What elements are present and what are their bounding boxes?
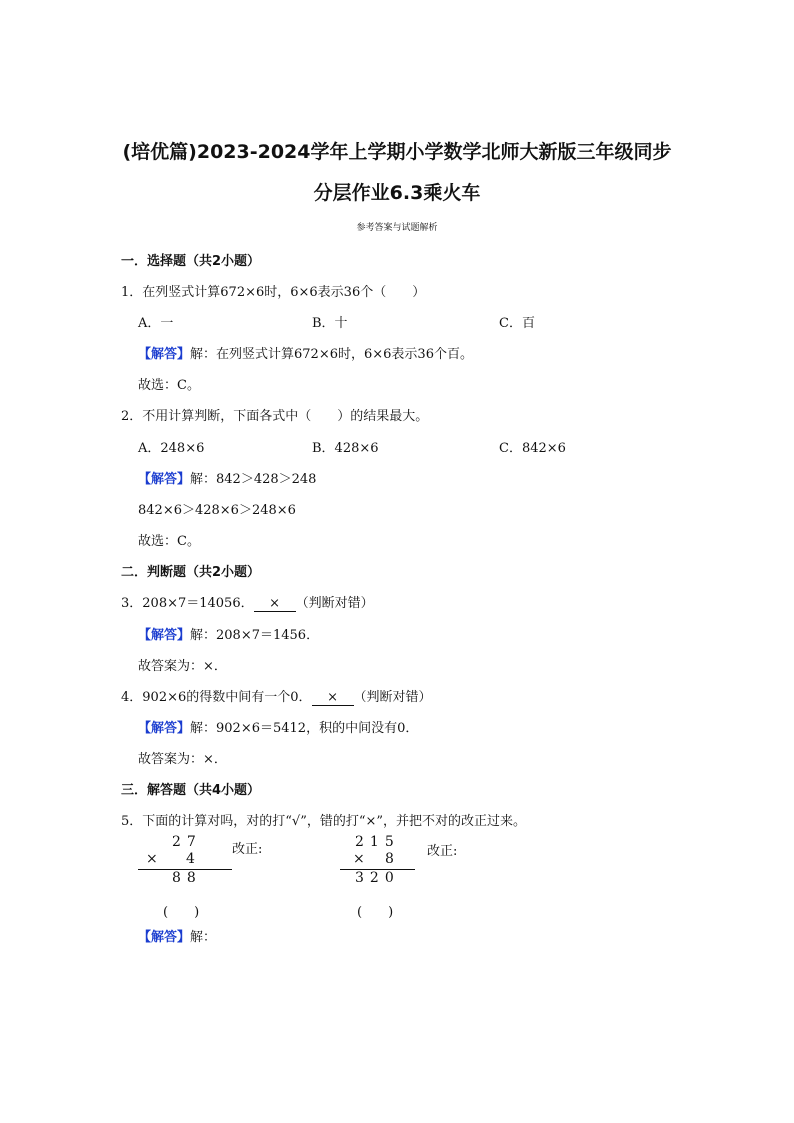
calc2-result: 320 <box>355 870 400 886</box>
q3-solution: 解：208×7＝1456． <box>190 628 320 643</box>
q1-option-a: A．一 <box>138 316 174 331</box>
q3-stem <box>121 592 374 612</box>
q2-stem: 2．不用计算判断，下面各式中（ ）的结果最大。 <box>121 409 429 424</box>
q3-conclusion: 故答案为：×． <box>138 659 227 674</box>
calc2-fix-label: 改正: <box>427 844 458 859</box>
q1-option-b: B．十 <box>312 316 348 331</box>
q4-solution: 解：902×6＝5412，积的中间没有0． <box>190 721 419 736</box>
q2-choice: 故选：C。 <box>138 534 200 549</box>
q2-answer <box>138 468 316 487</box>
doc-title-line1: (培优篇)2023-2024学年上学期小学数学北师大新版三年级同步 <box>122 141 672 163</box>
answer-tag: 【解答】 <box>138 930 191 945</box>
q4-stem-post: （判断对错） <box>353 690 432 705</box>
q1-choice: 故选：C。 <box>138 378 200 393</box>
q3-answer <box>138 624 319 643</box>
calc1-top-number: 27 <box>172 834 202 850</box>
section-heading-judge: 二．判断题（共2小题） <box>121 565 261 580</box>
q2-option-b: B．428×6 <box>312 441 379 456</box>
q2-option-c: C．842×6 <box>499 441 566 456</box>
section-heading-solve: 三．解答题（共4小题） <box>121 783 261 798</box>
doc-title-line2: 分层作业6.3乘火车 <box>313 182 481 204</box>
answer-tag: 【解答】 <box>138 628 191 643</box>
q2-solution: 解：842＞428＞248 <box>190 472 317 487</box>
q5-stem: 5．下面的计算对吗，对的打“√”，错的打“×”，并把不对的改正过来。 <box>121 814 527 829</box>
calc2-answer-paren: ( ) <box>357 905 394 920</box>
q3-stem-pre: 3．208×7＝14056． <box>121 596 254 611</box>
q5-answer <box>138 926 216 945</box>
answer-tag: 【解答】 <box>138 347 191 362</box>
q3-stem-post: （判断对错） <box>295 596 374 611</box>
doc-subtitle: 参考答案与试题解析 <box>356 223 438 233</box>
q4-answer <box>138 717 418 736</box>
q4-answer-blank: × <box>312 690 354 706</box>
q2-option-a: A．248×6 <box>138 441 205 456</box>
q1-option-c: C．百 <box>499 316 535 331</box>
calc1-result: 88 <box>172 870 202 886</box>
q1-answer <box>138 343 473 362</box>
q5-solution: 解： <box>190 930 217 945</box>
calc1-operator: × <box>146 851 164 867</box>
calc2-top-number: 215 <box>355 834 400 850</box>
calc1-fix-label: 改正: <box>232 842 263 857</box>
q4-conclusion: 故答案为：×． <box>138 752 227 767</box>
q2-line2: 842×6＞428×6＞248×6 <box>138 503 296 518</box>
answer-tag: 【解答】 <box>138 721 191 736</box>
section-heading-choice: 一．选择题（共2小题） <box>121 254 261 269</box>
q1-solution: 解：在列竖式计算672×6时，6×6表示36个百。 <box>190 347 473 362</box>
q1-stem: 1．在列竖式计算672×6时，6×6表示36个（ ） <box>121 285 426 300</box>
q4-stem <box>121 686 432 706</box>
calc1-answer-paren: ( ) <box>163 905 200 920</box>
calc2-bottom-number: 8 <box>385 851 400 867</box>
calc1-bottom-number: 4 <box>186 851 201 867</box>
answer-tag: 【解答】 <box>138 472 191 487</box>
q3-answer-blank: × <box>254 596 296 612</box>
q4-stem-pre: 4．902×6的得数中间有一个0． <box>121 690 312 705</box>
calc2-operator: × <box>353 851 371 867</box>
